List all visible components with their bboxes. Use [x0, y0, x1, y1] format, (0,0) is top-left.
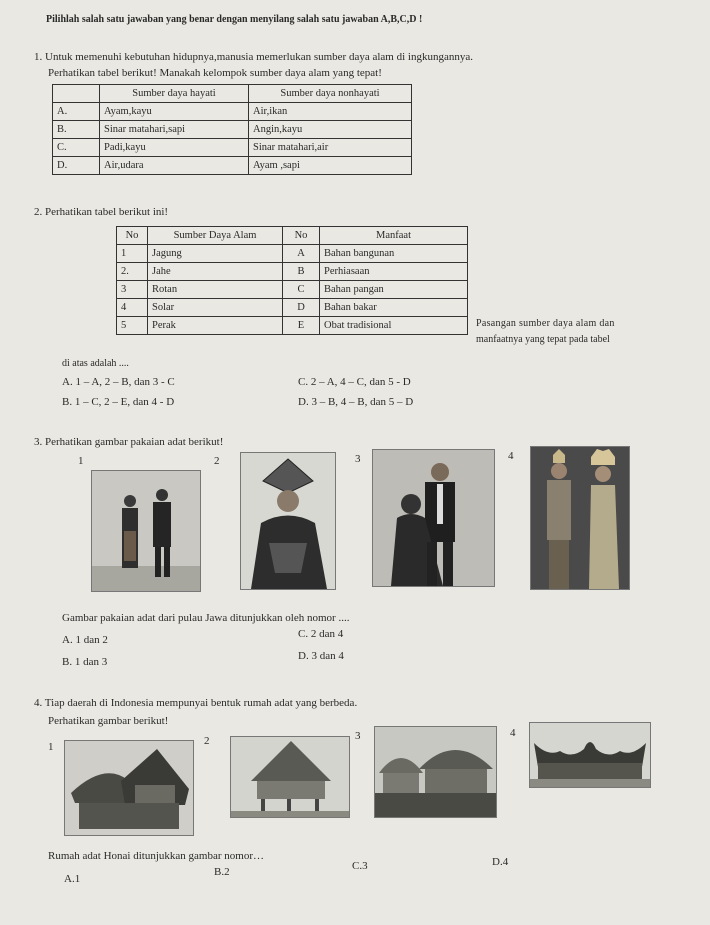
q2-cell: 2.: [117, 263, 148, 281]
q4-question: Rumah adat Honai ditunjukkan gambar nomor…: [48, 850, 264, 862]
q2-cell: 3: [117, 281, 148, 299]
rumah-gadang-image: [530, 723, 650, 787]
q1-cell: Sinar matahari,sapi: [100, 121, 249, 139]
q1-cell: Padi,kayu: [100, 139, 249, 157]
q1-text-line1: 1. Untuk memenuhi kebutuhan hidupnya,manusia memerlukan sumber daya alam di ingkungannya.: [34, 51, 473, 63]
q3-photo-4[interactable]: [530, 446, 630, 590]
q2-cell: Bahan pangan: [320, 281, 468, 299]
q2-cell: Rotan: [148, 281, 283, 299]
q2-table: [116, 226, 468, 335]
q2-cell: A: [283, 245, 320, 263]
q2-side-text-2: manfaatnya yang tepat pada tabel: [476, 334, 610, 345]
q2-header-cell: No: [117, 227, 148, 245]
q2-cell: Bahan bangunan: [320, 245, 468, 263]
q2-cell: D: [283, 299, 320, 317]
q1-header-cell: Sumber daya nonhayati: [249, 85, 412, 103]
woman-headdress-image: [241, 453, 335, 589]
q3-question: Gambar pakaian adat dari pulau Jawa ditunjukkan oleh nomor ....: [62, 612, 350, 624]
q3-text-line1: 3. Perhatikan gambar pakaian adat berikut!: [34, 436, 224, 448]
q2-cell: 1: [117, 245, 148, 263]
q4-photo-2[interactable]: [230, 736, 350, 818]
q3-option-c[interactable]: C. 2 dan 4: [298, 628, 344, 640]
q1-header-cell: Sumber daya hayati: [100, 85, 249, 103]
q2-cell: B: [283, 263, 320, 281]
q1-table-header-row: [53, 85, 412, 103]
q1-cell: Air,ikan: [249, 103, 412, 121]
q2-cell: Solar: [148, 299, 283, 317]
q2-header-cell: Manfaat: [320, 227, 468, 245]
table-row: [117, 245, 468, 263]
q2-cell: E: [283, 317, 320, 335]
q1-header-cell: [53, 85, 100, 103]
q2-table-header-row: [117, 227, 468, 245]
q4-label-2: 2: [204, 735, 210, 747]
q1-cell: C.: [53, 139, 100, 157]
q3-photo-3[interactable]: [372, 449, 495, 587]
q3-label-1: 1: [78, 455, 84, 467]
q4-option-c[interactable]: C.3: [352, 860, 368, 872]
q4-text-line1: 4. Tiap daerah di Indonesia mempunyai bentuk rumah adat yang berbeda.: [34, 697, 358, 709]
q1-cell: Ayam ,sapi: [249, 157, 412, 175]
table-row: [53, 139, 412, 157]
q4-label-1: 1: [48, 741, 54, 753]
q1-cell: Angin,kayu: [249, 121, 412, 139]
q3-label-4: 4: [508, 450, 514, 462]
couple-traditional-dress-image: [92, 471, 200, 591]
q3-option-d[interactable]: D. 3 dan 4: [298, 650, 344, 662]
q4-photo-1[interactable]: [64, 740, 194, 836]
table-row: [117, 317, 468, 335]
q3-label-2: 2: [214, 455, 220, 467]
q1-cell: Air,udara: [100, 157, 249, 175]
q1-cell: Ayam,kayu: [100, 103, 249, 121]
q4-photo-3[interactable]: [374, 726, 497, 818]
table-row: [53, 121, 412, 139]
q1-table: [52, 84, 412, 175]
q2-option-c[interactable]: C. 2 – A, 4 – C, dan 5 - D: [298, 376, 411, 388]
q1-cell: B.: [53, 121, 100, 139]
q2-option-a[interactable]: A. 1 – A, 2 – B, dan 3 - C: [62, 376, 175, 388]
q2-cell: Perhiasaan: [320, 263, 468, 281]
traditional-house-stilts-image: [231, 737, 349, 817]
table-row: [117, 263, 468, 281]
traditional-house-batak-image: [65, 741, 193, 835]
q4-option-a[interactable]: A.1: [64, 873, 81, 885]
q3-photo-1[interactable]: [91, 470, 201, 592]
q4-label-4: 4: [510, 727, 516, 739]
q4-label-3: 3: [355, 730, 361, 742]
q2-cell: Jagung: [148, 245, 283, 263]
q2-cell: Jahe: [148, 263, 283, 281]
q3-photo-2[interactable]: [240, 452, 336, 590]
q1-text-line2: Perhatikan tabel berikut! Manakah kelompok sumber daya alam yang tepat!: [48, 67, 382, 79]
q2-side-text-1: Pasangan sumber daya alam dan: [476, 318, 615, 329]
couple-crown-dress-image: [531, 447, 629, 589]
q2-cell: C: [283, 281, 320, 299]
q4-option-d[interactable]: D.4: [492, 856, 509, 868]
table-row: [117, 299, 468, 317]
q2-cell: Perak: [148, 317, 283, 335]
q3-option-b[interactable]: B. 1 dan 3: [62, 656, 108, 668]
q4-text-line2: Perhatikan gambar berikut!: [48, 715, 169, 727]
q2-cell: Bahan bakar: [320, 299, 468, 317]
q2-cell: Obat tradisional: [320, 317, 468, 335]
table-row: [53, 157, 412, 175]
couple-seated-image: [373, 450, 494, 586]
q2-cell: 5: [117, 317, 148, 335]
q4-option-b[interactable]: B.2: [214, 866, 230, 878]
q2-option-b[interactable]: B. 1 – C, 2 – E, dan 4 - D: [62, 396, 175, 408]
q2-continuation: di atas adalah ....: [62, 358, 129, 369]
instruction-header: Pilihlah salah satu jawaban yang benar dengan menyilang salah satu jawaban A,B,C,D !: [46, 14, 423, 25]
q2-header-cell: No: [283, 227, 320, 245]
table-row: [117, 281, 468, 299]
honai-house-image: [375, 727, 496, 817]
q1-cell: Sinar matahari,air: [249, 139, 412, 157]
q2-text-line1: 2. Perhatikan tabel berikut ini!: [34, 206, 169, 218]
q3-label-3: 3: [355, 453, 361, 465]
q2-header-cell: Sumber Daya Alam: [148, 227, 283, 245]
table-row: [53, 103, 412, 121]
q2-option-d[interactable]: D. 3 – B, 4 – B, dan 5 – D: [298, 396, 414, 408]
q1-cell: A.: [53, 103, 100, 121]
q2-cell: 4: [117, 299, 148, 317]
q4-photo-4[interactable]: [529, 722, 651, 788]
q1-cell: D.: [53, 157, 100, 175]
q3-option-a[interactable]: A. 1 dan 2: [62, 634, 108, 646]
